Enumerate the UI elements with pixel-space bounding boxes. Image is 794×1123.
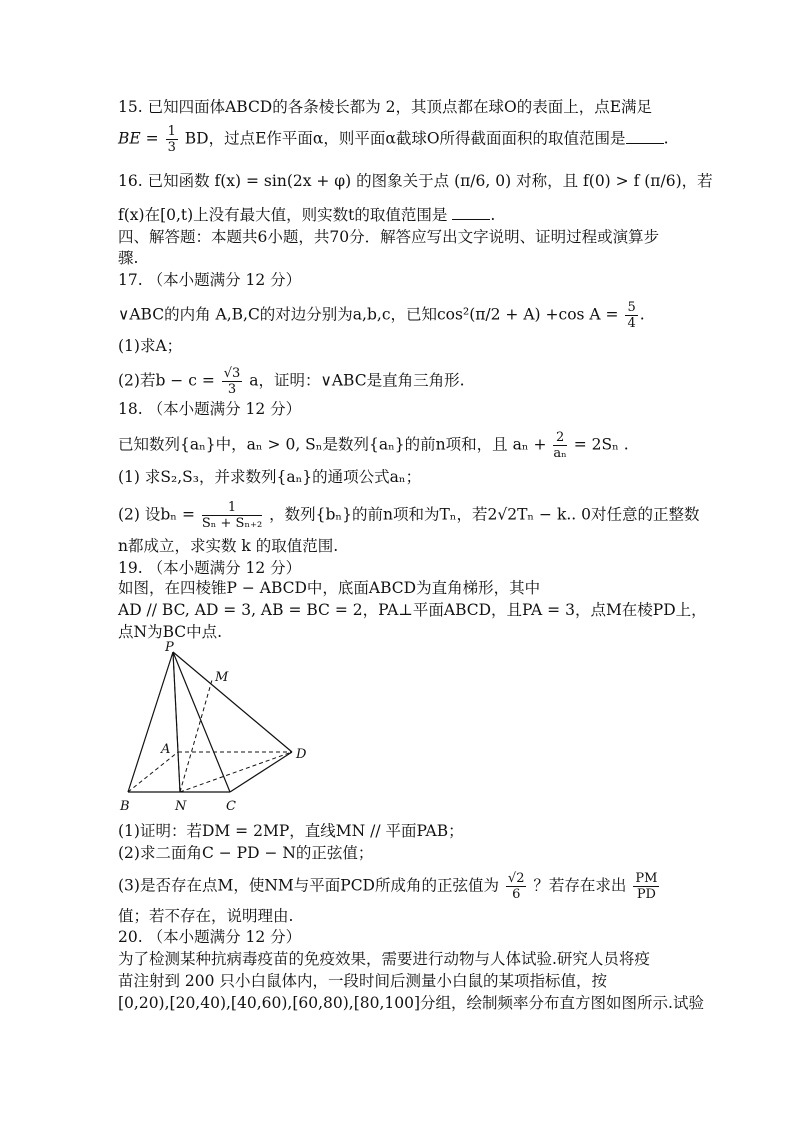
- q17-part2: (2)若b − c = $\frac{√3}{3}$ a，证明：∨ABC是直角三角形.: [118, 366, 465, 397]
- answer-blank: [626, 129, 664, 144]
- label-A: A: [161, 742, 171, 757]
- label-C: C: [226, 799, 236, 814]
- q16-line1: 16. 已知函数 f(x) = sin(2x + φ) 的图象关于点 (π/6, 0) 对称，且 f(0) > f (π/6)，若: [118, 172, 713, 190]
- label-D: D: [296, 747, 307, 762]
- section4-line2: 骤.: [118, 249, 139, 267]
- q20-line3: [0,20),[20,40),[40,60),[60,80),[80,100]分组，绘制频率分布直方图如图所示.试验: [118, 994, 704, 1012]
- q15-fraction: $\frac{1}{3}$: [167, 124, 176, 155]
- label-P: P: [165, 640, 174, 655]
- q18-stem: 已知数列{aₙ}中，aₙ > 0, Sₙ是数列{aₙ}的前n项和，且 aₙ + $\frac{2}{\text{aₙ}}$ = 2Sₙ .: [118, 430, 629, 461]
- q17-stem: ∨ABC的内角 A,B,C的对边分别为a,b,c，已知cos²(π/2 + A) +cos A = $\frac{5}{4}$ .: [118, 300, 645, 331]
- q18-fraction-2: $\frac{1}{\text{Sₙ + Sₙ₊₂}}$: [201, 500, 263, 531]
- q19-part2: (2)求二面角C − PD − N的正弦值；: [118, 844, 374, 862]
- q17-part1: (1)求A；: [118, 337, 183, 355]
- q19-line3: 点N为BC中点.: [118, 623, 223, 641]
- q19-part1: (1)证明：若DM = 2MP，直线MN // 平面PAB；: [118, 822, 464, 840]
- q19-part3: (3)是否存在点M，使NM与平面PCD所成角的正弦值为 $\frac{√2}{6}$ ？若存在求出 $\frac{PM}{PD}$: [118, 871, 658, 902]
- q20-header: 20. （本小题满分 12 分）: [118, 928, 302, 946]
- q19-fraction-2: $\frac{PM}{PD}$: [635, 871, 658, 902]
- q18-part2: (2) 设bₙ = $\frac{1}{\text{Sₙ + Sₙ₊₂}}$ ，数列{bₙ}的前n项和为Tₙ，若2√2Tₙ − k.. 0对任意的正整数: [118, 500, 700, 531]
- q17-fraction: $\frac{5}{4}$: [627, 300, 636, 331]
- label-B: B: [120, 799, 130, 814]
- q16-line2: f(x)在[0,t)上没有最大值，则实数t的取值范围是 .: [118, 206, 496, 224]
- pyramid-figure: [118, 640, 318, 816]
- answer-blank: [452, 205, 490, 220]
- q15-line2: BE = $\frac{1}{3}$ BD，过点E作平面α，则平面α截球O所得截面面积的取值范围是 .: [118, 124, 669, 155]
- q20-line2: 苗注射到 200 只小白鼠体内，一段时间后测量小白鼠的某项指标值，按: [118, 972, 607, 990]
- q18-part2-cont: n都成立，求实数 k 的取值范围.: [118, 537, 339, 555]
- q19-header: 19. （本小题满分 12 分）: [118, 559, 302, 577]
- q18-fraction: $\frac{2}{\text{aₙ}}$: [553, 430, 567, 461]
- section4-line1: 四、解答题：本题共6小题，共70分．解答应写出文字说明、证明过程或演算步: [118, 228, 660, 246]
- q17-header: 17. （本小题满分 12 分）: [118, 271, 302, 289]
- q15-line1: 15. 已知四面体ABCD的各条棱长都为 2，其顶点都在球O的表面上，点E满足: [118, 98, 653, 116]
- q19-line1: 如图，在四棱锥P − ABCD中，底面ABCD为直角梯形，其中: [118, 579, 541, 597]
- q18-header: 18. （本小题满分 12 分）: [118, 400, 302, 418]
- label-M: M: [215, 670, 229, 685]
- q19-part3-cont: 值；若不存在，说明理由.: [118, 907, 294, 925]
- label-N: N: [175, 799, 187, 814]
- q20-line1: 为了检测某种抗病毒疫苗的免疫效果，需要进行动物与人体试验.研究人员将疫: [118, 950, 650, 968]
- q19-line2: AD // BC, AD = 3, AB = BC = 2，PA⊥平面ABCD，且PA = 3，点M在棱PD上，: [118, 601, 707, 619]
- q18-part1: (1) 求S₂,S₃，并求数列{aₙ}的通项公式aₙ；: [118, 468, 422, 486]
- q17-fraction-2: $\frac{√3}{3}$: [223, 366, 241, 397]
- q19-fraction: $\frac{√2}{6}$: [507, 871, 525, 902]
